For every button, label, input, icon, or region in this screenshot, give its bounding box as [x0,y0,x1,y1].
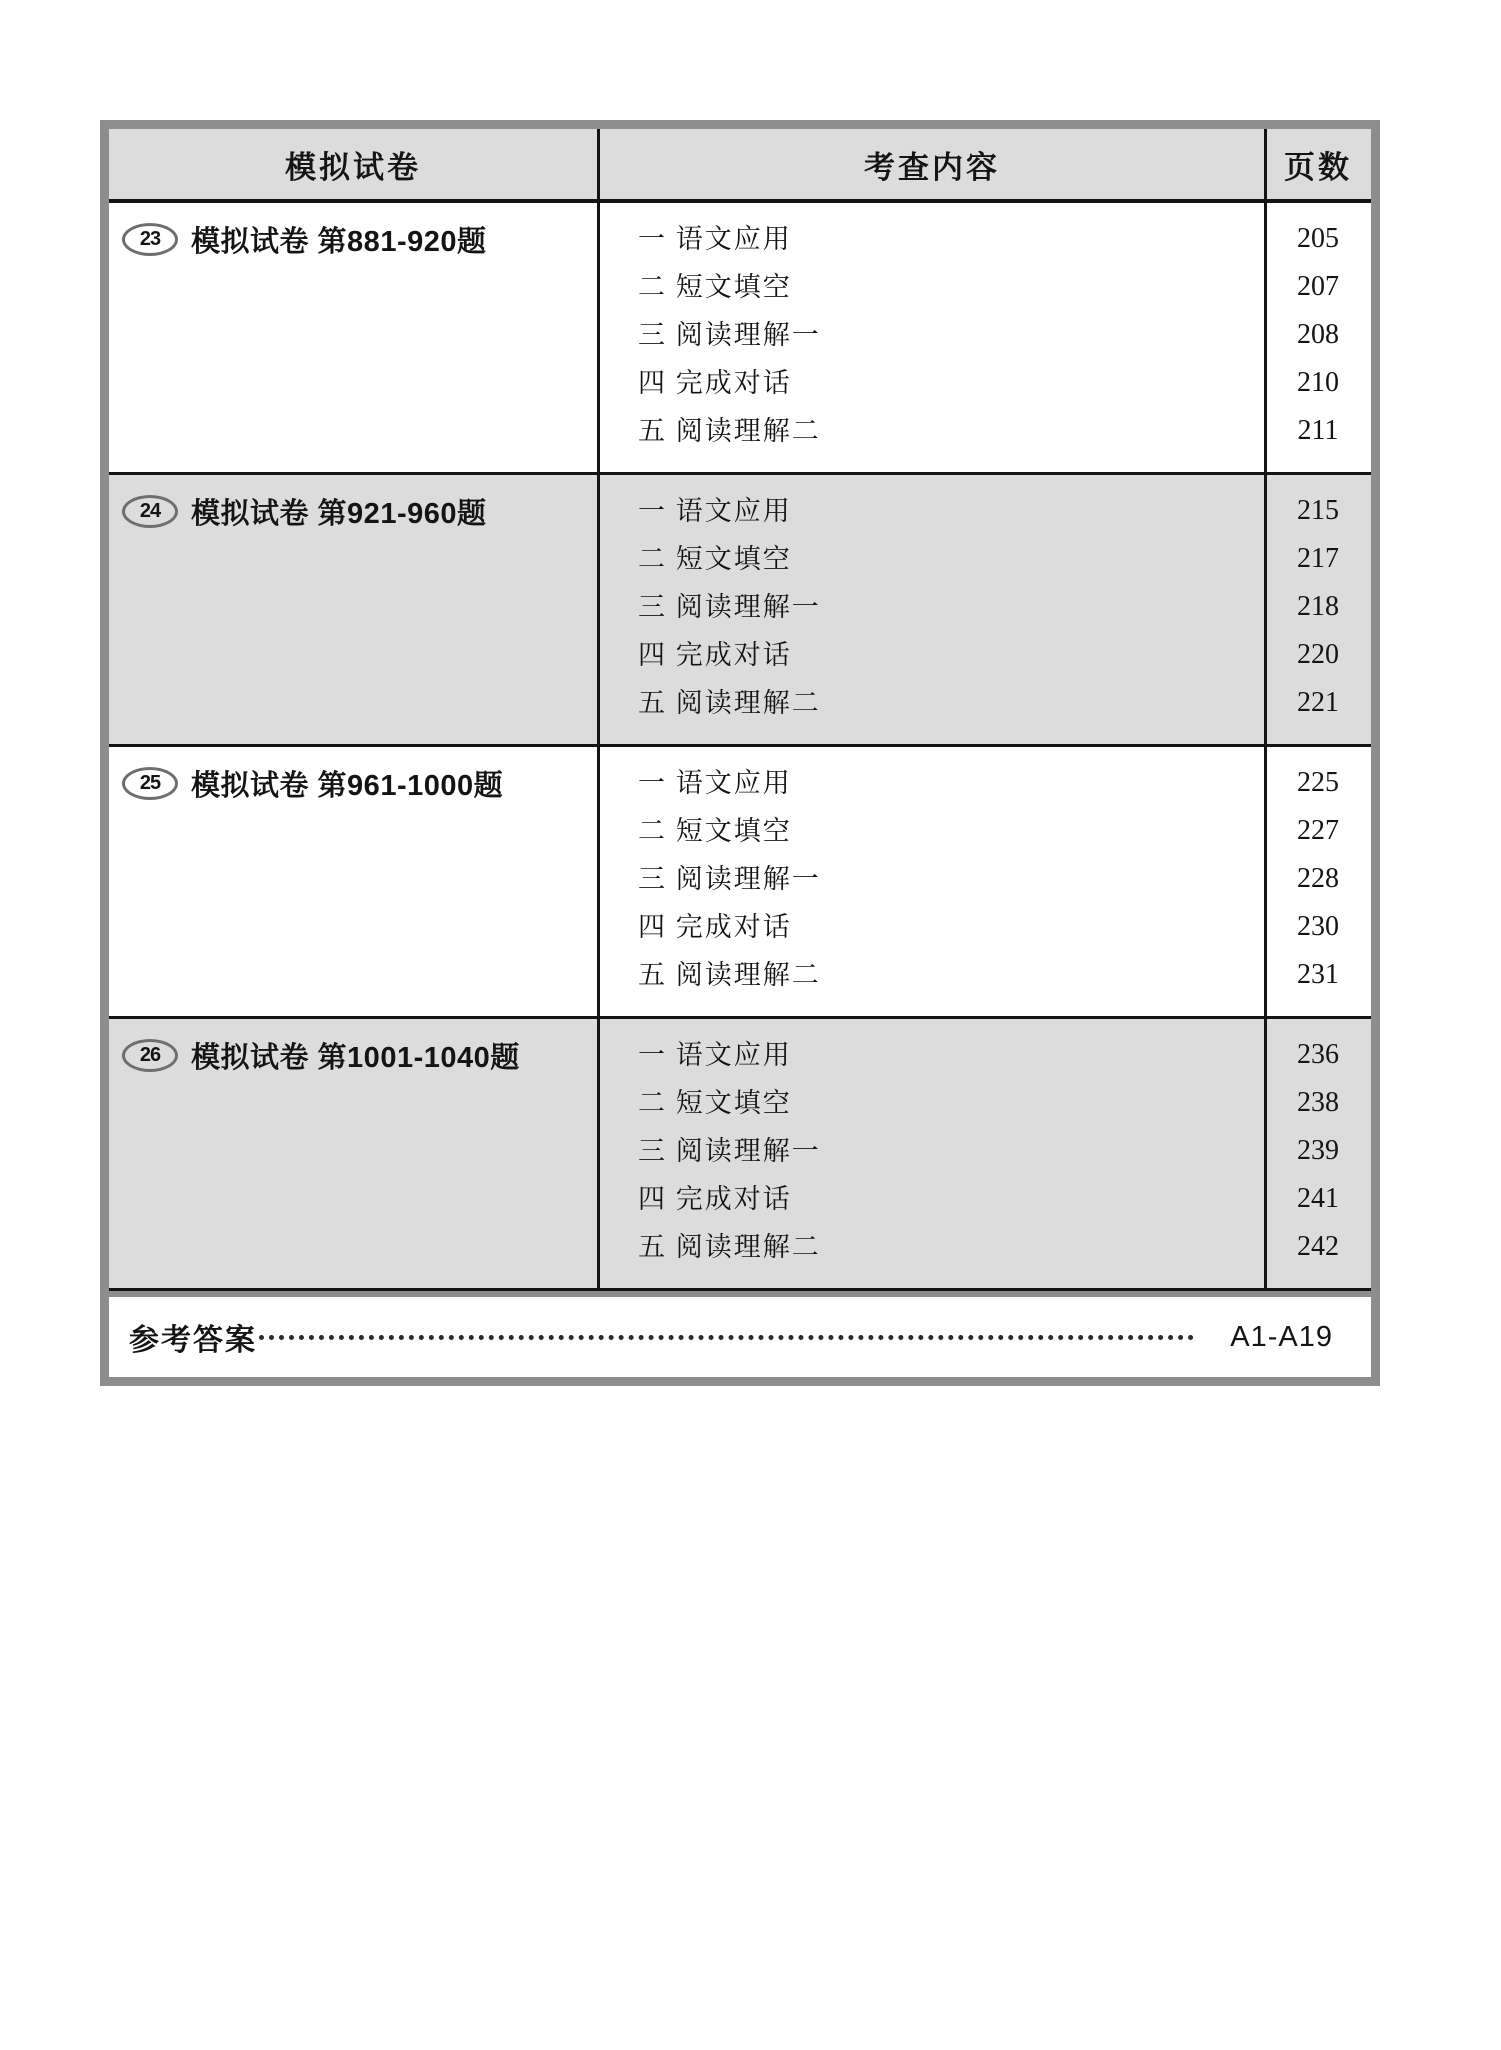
exam-title: 模拟试卷 第881-920题 [191,225,487,258]
exam-cell [109,203,600,472]
page-number: 231 [1297,959,1339,990]
content-item: 一 语文应用 [638,224,792,254]
exam-title: 模拟试卷 第1001-1040题 [191,1041,520,1074]
page-number: 205 [1297,223,1339,254]
content-cell [600,475,1267,744]
page-number: 220 [1297,639,1339,670]
content-item: 一 语文应用 [638,496,792,526]
content-item: 四 完成对话 [638,640,792,670]
exam-cell [109,475,600,744]
content-item: 五 阅读理解二 [638,416,821,446]
exam-title: 模拟试卷 第961-1000题 [191,769,504,802]
exam-title-line [122,215,597,263]
page-number: 225 [1297,767,1339,798]
exam-cell [109,747,600,1016]
content-item: 四 完成对话 [638,912,792,942]
content-item: 三 阅读理解一 [638,1136,821,1166]
content-item: 三 阅读理解一 [638,320,821,350]
exam-title-line [122,1031,597,1079]
answers-label: 参考答案 [129,1324,257,1357]
table-header-row [109,129,1371,203]
exam-cell [109,1019,600,1288]
exam-number-badge: 24 [122,495,178,528]
page-number: 239 [1297,1135,1339,1166]
content-cell [600,1019,1267,1288]
page-number: 210 [1297,367,1339,398]
header-page-column: 页数 [1284,149,1352,185]
answers-row [109,1297,1371,1377]
page-number: 238 [1297,1087,1339,1118]
page-number: 218 [1297,591,1339,622]
page-number: 221 [1297,687,1339,718]
contents-table-frame [100,120,1380,1386]
content-item: 四 完成对话 [638,1184,792,1214]
content-item: 三 阅读理解一 [638,592,821,622]
page-cell [1267,203,1369,472]
content-item: 二 短文填空 [638,816,792,846]
exam-title: 模拟试卷 第921-960题 [191,497,487,530]
content-cell [600,747,1267,1016]
exam-title-line [122,487,597,535]
table-row [109,1019,1371,1291]
page-number: 241 [1297,1183,1339,1214]
header-content-column: 考查内容 [600,129,1267,199]
page-number: 227 [1297,815,1339,846]
content-item: 二 短文填空 [638,272,792,302]
exam-number-badge: 23 [122,223,178,256]
exam-number-badge: 26 [122,1039,178,1072]
dot-leader [259,1326,1194,1340]
content-item: 三 阅读理解一 [638,864,821,894]
page-number: 242 [1297,1231,1339,1262]
content-item: 一 语文应用 [638,1040,792,1070]
content-item: 二 短文填空 [638,544,792,574]
content-item: 五 阅读理解二 [638,1232,821,1262]
table-row [109,475,1371,747]
page-number: 228 [1297,863,1339,894]
content-cell [600,203,1267,472]
table-row [109,747,1371,1019]
content-item: 二 短文填空 [638,1088,792,1118]
exam-title-line [122,759,597,807]
content-item: 五 阅读理解二 [638,960,821,990]
page-number: 236 [1297,1039,1339,1070]
page-number: 215 [1297,495,1339,526]
page-number: 230 [1297,911,1339,942]
answers-page-range: A1-A19 [1230,1320,1333,1353]
page-cell [1267,747,1369,1016]
content-item: 四 完成对话 [638,368,792,398]
page-number: 217 [1297,543,1339,574]
page-number: 211 [1297,415,1339,446]
exam-number-badge: 25 [122,767,178,800]
content-item: 五 阅读理解二 [638,688,821,718]
content-item: 一 语文应用 [638,768,792,798]
page-number: 208 [1297,319,1339,350]
header-exam-column: 模拟试卷 [109,129,600,199]
page-cell [1267,1019,1369,1288]
table-row [109,203,1371,475]
page-number: 207 [1297,271,1339,302]
page-cell [1267,475,1369,744]
